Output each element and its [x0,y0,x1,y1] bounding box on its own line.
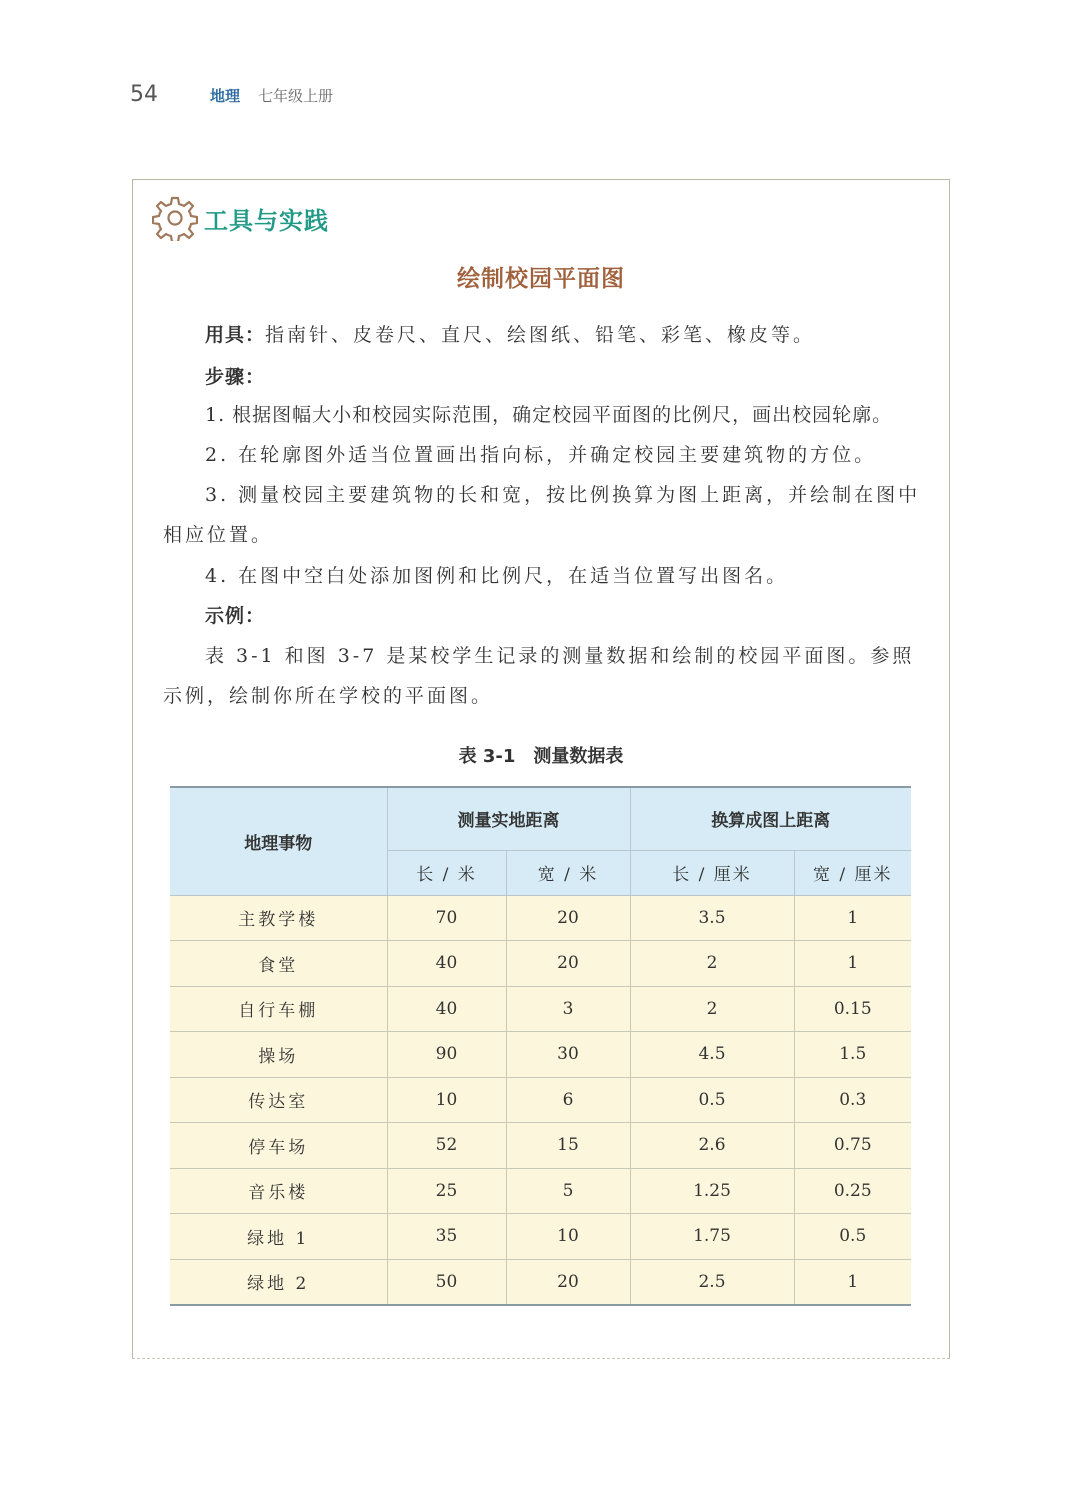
steps-label-line [163,357,925,397]
cell-actual-length: 35 [387,1214,506,1260]
steps-label: 步骤： [205,366,266,388]
cell-actual-width: 3 [506,986,630,1032]
subheader-actual-length: 长 / 米 [387,850,506,895]
table-row [170,986,911,1032]
subject-label: 地理 [210,87,241,105]
cell-actual-width: 20 [506,895,630,941]
page-number: 54 [130,82,158,107]
document-title: 绘制校园平面图 [457,266,625,292]
step-2: 2. 在轮廓图外适当位置画出指向标，并确定校园主要建筑物的方位。 [205,444,877,466]
cell-actual-width: 10 [506,1214,630,1260]
cell-map-length: 1.75 [630,1214,794,1260]
cell-map-length: 0.5 [630,1077,794,1123]
subheader-map-length: 长 / 厘米 [630,850,794,895]
cell-feature: 主教学楼 [170,895,387,941]
cell-feature: 操场 [170,1032,387,1078]
cell-map-length: 1.25 [630,1168,794,1214]
cell-feature: 绿地 2 [170,1259,387,1305]
table-row [170,1032,911,1078]
cell-feature: 绿地 1 [170,1214,387,1260]
cell-map-width: 1 [794,941,911,987]
tools-paragraph [163,315,925,355]
cell-map-width: 0.5 [794,1214,911,1260]
page-header [130,82,333,122]
cell-map-length: 2 [630,941,794,987]
cell-map-length: 2.5 [630,1259,794,1305]
table-row [170,895,911,941]
cell-actual-length: 25 [387,1168,506,1214]
cell-actual-length: 90 [387,1032,506,1078]
example-label: 示例： [205,605,266,627]
cell-actual-length: 70 [387,895,506,941]
cell-actual-width: 15 [506,1123,630,1169]
table-caption: 表 3-1 测量数据表 [458,746,624,767]
cell-feature: 传达室 [170,1077,387,1123]
example-label-line [163,596,925,636]
table-row [170,1123,911,1169]
section-heading [152,193,329,243]
cell-actual-length: 40 [387,941,506,987]
cell-actual-width: 20 [506,941,630,987]
tools-text: 指南针、皮卷尺、直尺、绘图纸、铅笔、彩笔、橡皮等。 [265,324,816,346]
cell-actual-width: 20 [506,1259,630,1305]
subheader-map-width: 宽 / 厘米 [794,850,911,895]
cell-actual-length: 50 [387,1259,506,1305]
subheader-actual-width: 宽 / 米 [506,850,630,895]
cell-map-width: 1.5 [794,1032,911,1078]
section-title: 工具与实践 [204,206,329,235]
header-map-distance: 换算成图上距离 [630,787,911,850]
cell-map-width: 0.75 [794,1123,911,1169]
cell-actual-width: 30 [506,1032,630,1078]
table-row [170,1259,911,1305]
step-4: 4. 在图中空白处添加图例和比例尺，在适当位置写出图名。 [205,565,789,587]
table-row [170,941,911,987]
cell-map-length: 3.5 [630,895,794,941]
cell-feature: 食堂 [170,941,387,987]
header-actual-distance: 测量实地距离 [387,787,630,850]
cell-map-length: 4.5 [630,1032,794,1078]
cell-map-width: 1 [794,1259,911,1305]
header-feature: 地理事物 [170,787,387,895]
cell-actual-length: 40 [387,986,506,1032]
cell-map-length: 2.6 [630,1123,794,1169]
table-row [170,1077,911,1123]
cell-feature: 自行车棚 [170,986,387,1032]
cell-actual-length: 10 [387,1077,506,1123]
cell-actual-width: 6 [506,1077,630,1123]
cell-map-width: 0.3 [794,1077,911,1123]
step-1: 1. 根据图幅大小和校园实际范围，确定校园平面图的比例尺，画出校园轮廓。 [205,404,893,426]
grade-label: 七年级上册 [258,87,334,105]
measurement-table [170,786,911,1306]
example-paragraph: 表 3-1 和图 3-7 是某校学生记录的测量数据和绘制的校园平面图。参照示例，绘制你所在学校的平面图。 [163,645,915,707]
cell-map-width: 0.25 [794,1168,911,1214]
step-3: 3. 测量校园主要建筑物的长和宽，按比例换算为图上距离，并绘制在图中相应位置。 [163,484,921,546]
table-row [170,1168,911,1214]
cell-map-length: 2 [630,986,794,1032]
cell-map-width: 1 [794,895,911,941]
cell-map-width: 0.15 [794,986,911,1032]
cell-actual-width: 5 [506,1168,630,1214]
cell-actual-length: 52 [387,1123,506,1169]
gear-icon [152,195,198,241]
cell-feature: 音乐楼 [170,1168,387,1214]
cell-feature: 停车场 [170,1123,387,1169]
tools-label: 用具： [205,324,266,346]
table-row [170,1214,911,1260]
